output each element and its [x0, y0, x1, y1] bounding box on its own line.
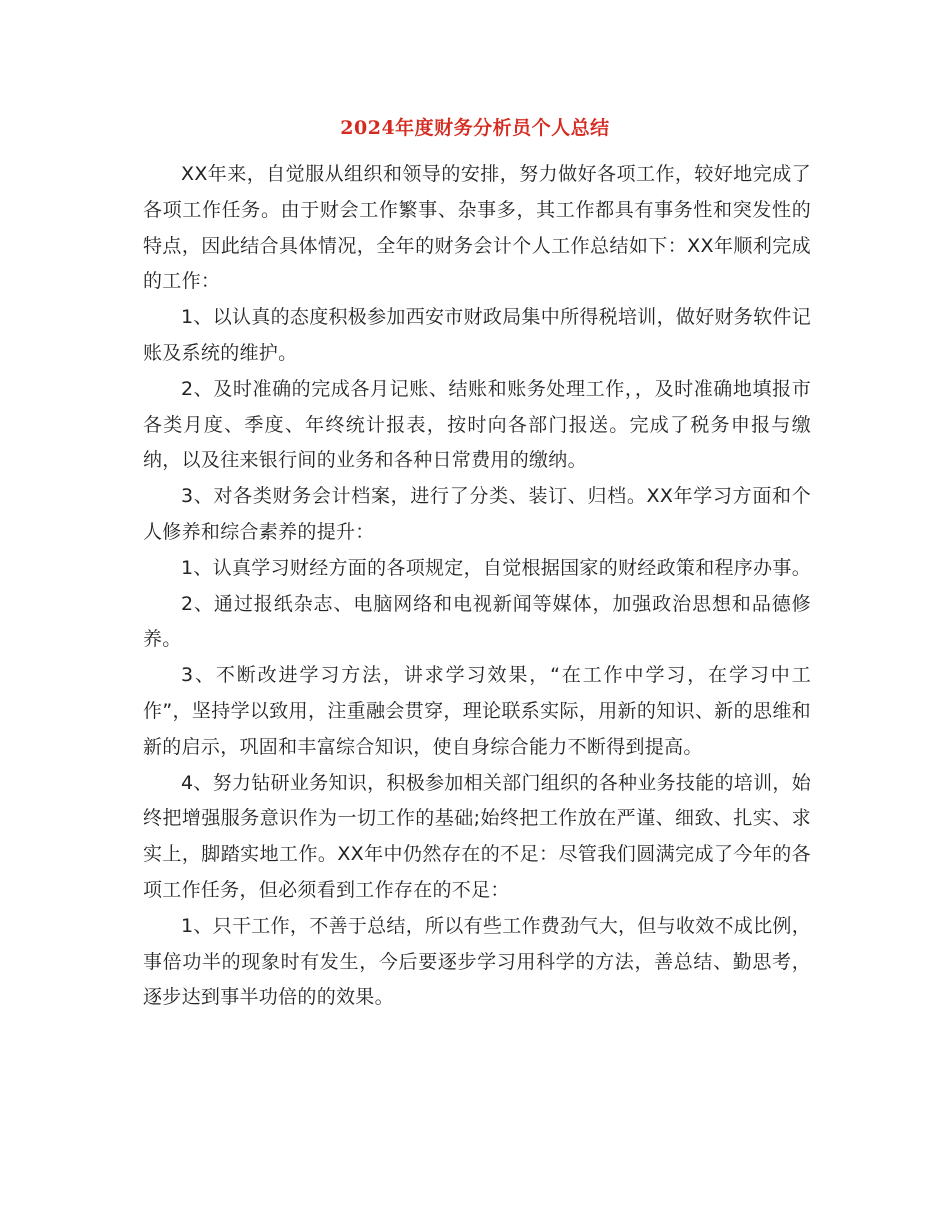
paragraph-study-1: 1、认真学习财经方面的各项规定，自觉根据国家的财经政策和程序办事。 — [181, 556, 811, 579]
paragraph-study-4: 4、努力钻研业务知识，积极参加相关部门组织的各种业务技能的培训，始终把增强服务意识作为一切工作的基础;始终把工作放在严谨、细致、扎实、求实上，脚踏实地工作。XX年中仍然存在的不足：尽管我们圆满完成了今年的各项工作任务，但必须看到工作存在的不足： — [143, 771, 811, 901]
document-body — [143, 157, 811, 1016]
paragraph-intro: XX年来，自觉服从组织和领导的安排，努力做好各项工作，较好地完成了各项工作任务。由于财会工作繁事、杂事多，其工作都具有事务性和突发性的特点，因此结合具体情况，全年的财务会计个人工作总结如下：XX年顺利完成的工作： — [143, 163, 811, 293]
paragraph-item-3: 3、对各类财务会计档案，进行了分类、装订、归档。XX年学习方面和个人修养和综合素养的提升： — [143, 485, 811, 543]
paragraph-item-1: 1、以认真的态度积极参加西安市财政局集中所得税培训，做好财务软件记账及系统的维护。 — [143, 306, 811, 364]
paragraph-item-2: 2、及时准确的完成各月记账、结账和账务处理工作，，及时准确地填报市各类月度、季度、年终统计报表，按时向各部门报送。完成了税务申报与缴纳，以及往来银行间的业务和各种日常费用的缴纳。 — [143, 377, 811, 472]
paragraph-shortcoming-1: 1、只干工作，不善于总结，所以有些工作费劲气大，但与收效不成比例，事倍功半的现象时有发生，今后要逐步学习用科学的方法，善总结、勤思考，逐步达到事半功倍的的效果。 — [143, 914, 811, 1009]
paragraph-study-3: 3、不断改进学习方法，讲求学习效果，“在工作中学习，在学习中工作”，坚持学以致用，注重融会贯穿，理论联系实际，用新的知识、新的思维和新的启示，巩固和丰富综合知识，使自身综合能力不断得到提高。 — [143, 664, 811, 758]
paragraph-study-2: 2、通过报纸杂志、电脑网络和电视新闻等媒体，加强政治思想和品德修养。 — [143, 592, 811, 651]
document-title: 2024年度财务分析员个人总结 — [340, 117, 610, 139]
